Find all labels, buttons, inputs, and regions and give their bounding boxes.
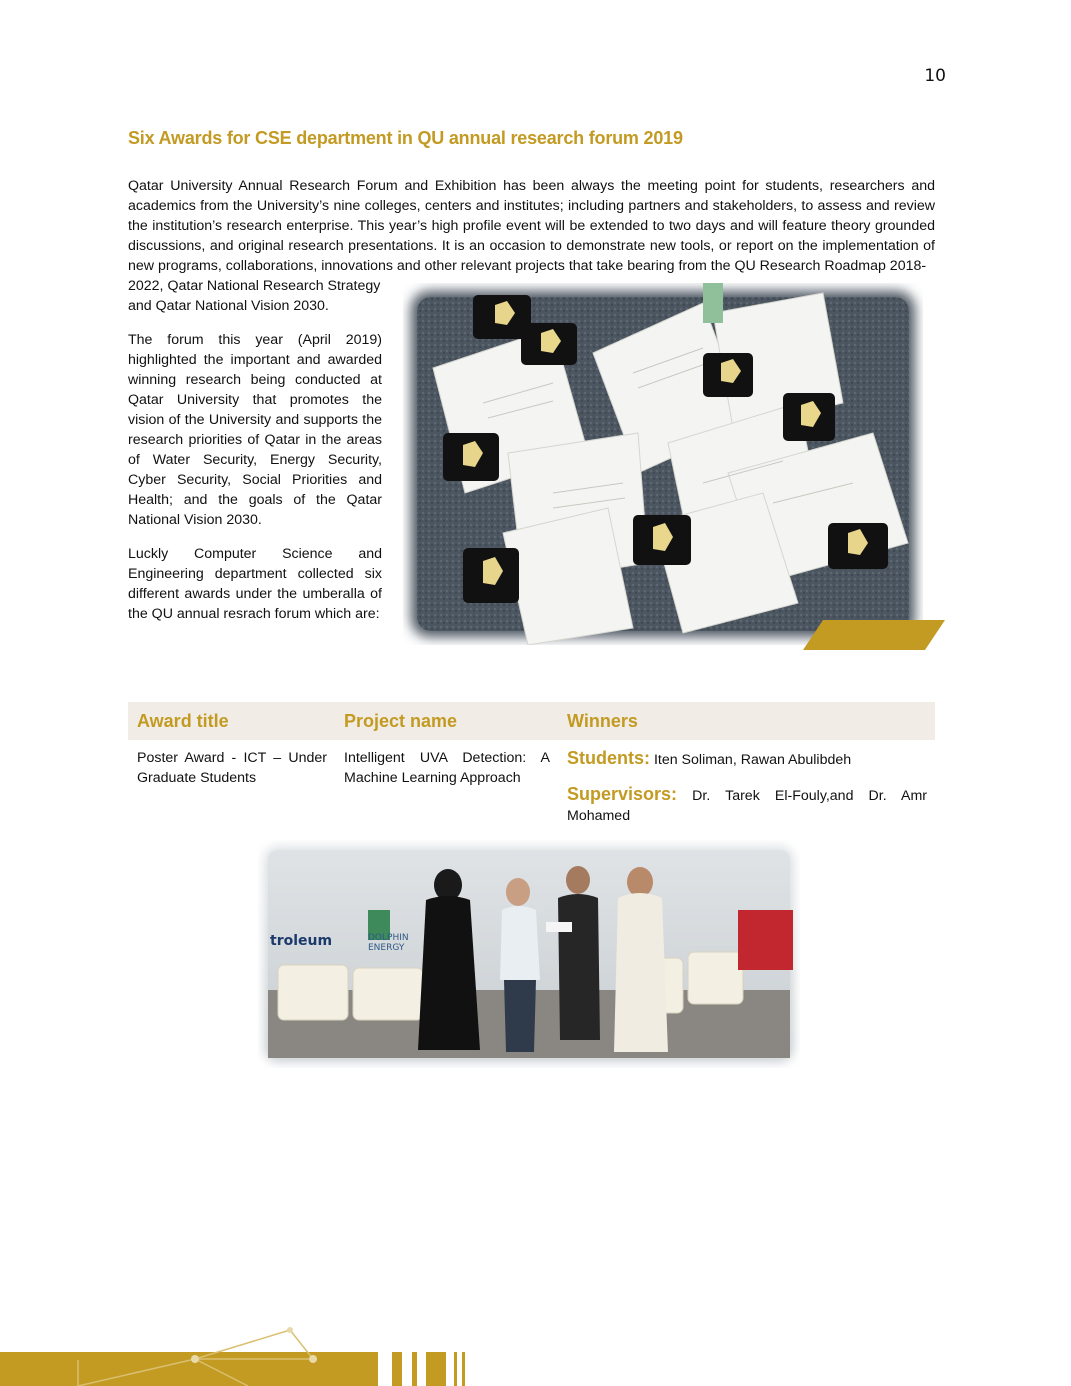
awards-table [128, 702, 935, 826]
svg-text:troleum: troleum [270, 933, 333, 949]
students-names: Iten Soliman, Rawan Abulibdeh [653, 752, 852, 768]
students-label: Students: [567, 748, 650, 768]
header-project-name: Project name [344, 710, 458, 731]
awards-photo [403, 283, 923, 645]
award-ceremony-photo [258, 840, 800, 1068]
intro-paragraph-continued: 2022, Qatar National Research Strategy and Qatar National Vision 2030. [128, 278, 381, 314]
awards-paragraph: Luckly Computer Science and Engineering department collected six different awards under the umberalla of the QU annual resrach forum which are: [128, 546, 382, 622]
footer-decoration [0, 1326, 1071, 1386]
forum-paragraph: The forum this year (April 2019) highlighted the important and awarded winning research being conducted at Qatar University that promotes the vision of the University and supports the research priorities of Qatar in the areas of Water Security, Energy Security, Cyber Security, Social Priorities and Health; and the goals of the Qatar National Vision 2030. [128, 332, 382, 528]
supervisors-line [567, 784, 927, 826]
gold-accent-tab [803, 620, 945, 650]
article-title: Six Awards for CSE department in QU annual research forum 2019 [128, 128, 683, 148]
intro-paragraph: Qatar University Annual Research Forum and Exhibition has been always the meeting point for students, researchers and academics from the University’s nine colleges, centers and institutes; including partners and stakeholders, to assess and review the institution’s research enterprise. This year’s high profile event will be extended to two days and will feature theory grounded discussions, and original research presentations. It is an occasion to demonstrate new tools, or report on the implementation of new programs, collaborations, innovations and other relevant projects that take bearing from the QU Research Roadmap 2018- [128, 178, 935, 274]
award-title-cell: Poster Award - ICT – Under Graduate Students [137, 750, 327, 786]
students-line [567, 748, 927, 770]
winners-cell [558, 748, 935, 826]
page-number: 10 [924, 66, 946, 86]
project-name-cell: Intelligent UVA Detection: A Machine Learning Approach [344, 750, 550, 786]
supervisors-label: Supervisors: [567, 784, 678, 804]
header-winners: Winners [567, 710, 638, 731]
table-row [128, 740, 935, 826]
header-award-title: Award title [137, 710, 229, 731]
table-header-row [128, 702, 935, 740]
svg-text:DOLPHIN: DOLPHIN [368, 933, 409, 943]
svg-text:ENERGY: ENERGY [368, 943, 405, 953]
supervisors-names: Dr. Tarek El-Fouly,and Dr. Amr Mohamed [567, 788, 927, 824]
